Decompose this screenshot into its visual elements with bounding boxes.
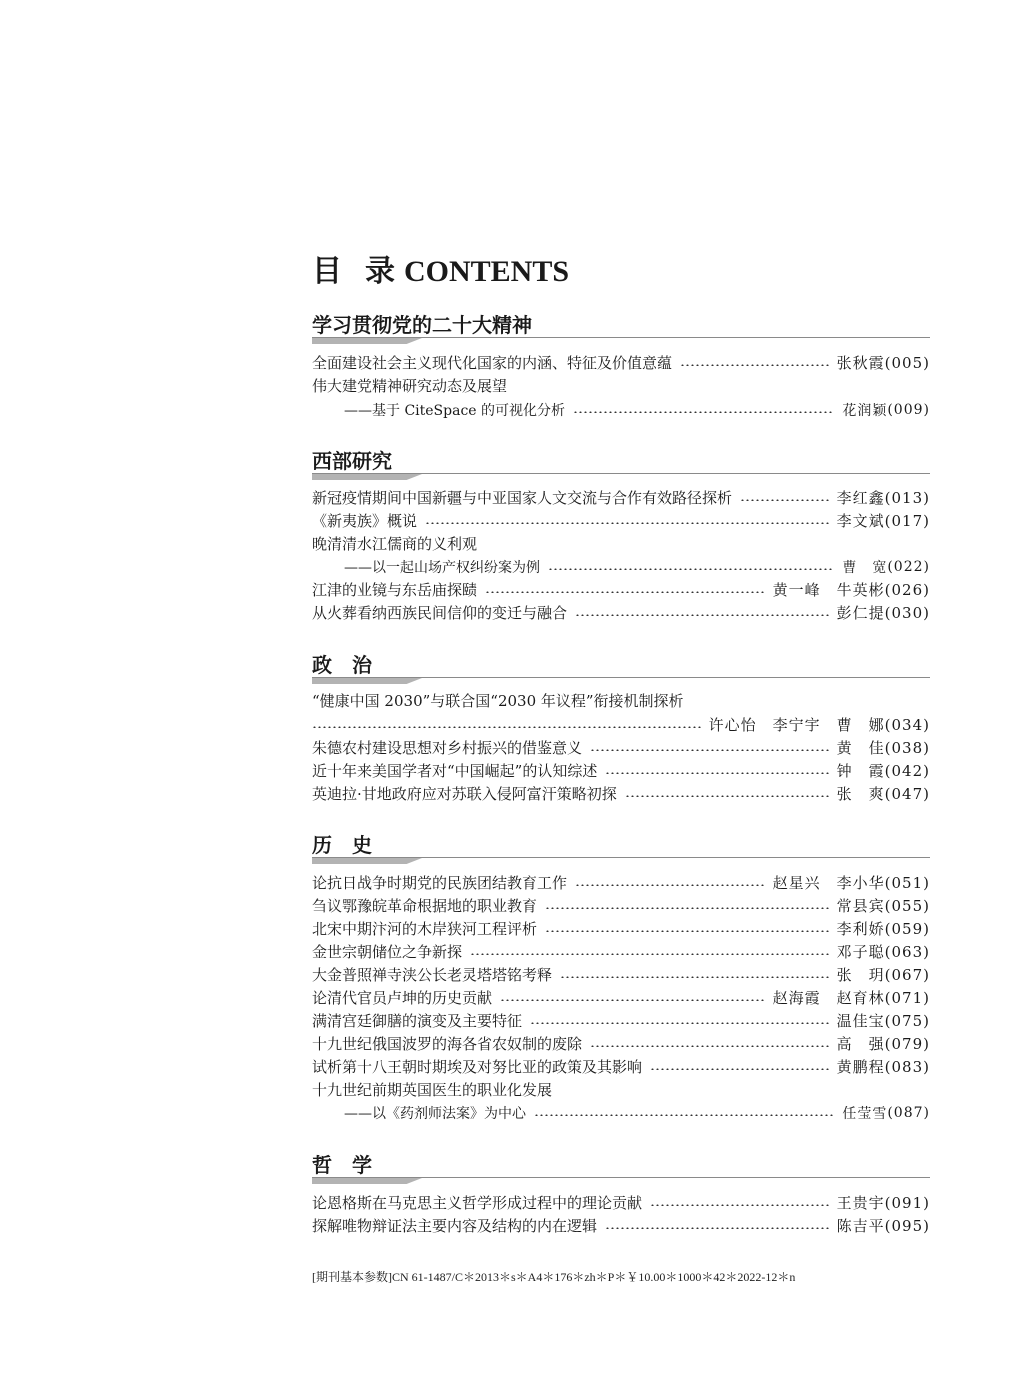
entry-author: 黄 佳 <box>836 739 885 757</box>
entry-title: 近十年来美国学者对“中国崛起”的认知综述 <box>312 762 598 780</box>
toc-entry[interactable] <box>312 894 930 917</box>
leader-dots <box>548 568 834 570</box>
section-heading: 哲 学 <box>312 1153 372 1177</box>
section-tab <box>312 678 422 684</box>
section-heading: 政 治 <box>312 653 372 677</box>
page-number: (071) <box>884 988 930 1007</box>
entry-title: 伟大建党精神研究动态及展望 <box>312 377 508 395</box>
leader-dots <box>740 499 829 501</box>
toc-entry[interactable] <box>312 1055 930 1078</box>
page-number: (009) <box>887 401 930 418</box>
page-number: (083) <box>884 1057 930 1076</box>
leader-dots <box>575 884 765 886</box>
leader-dots <box>530 1022 829 1024</box>
leader-dots <box>500 999 765 1001</box>
page-number: (026) <box>884 580 930 599</box>
page-number: (095) <box>884 1216 930 1235</box>
entry-title: 金世宗朝储位之争新探 <box>312 943 463 961</box>
page-number: (034) <box>884 715 930 734</box>
toc-entry[interactable] <box>344 398 930 421</box>
entry-author: 黄一峰 <box>772 581 821 599</box>
leader-dots <box>625 795 829 797</box>
entry-author: 任莹雪 <box>842 1105 888 1122</box>
entry-author: 李红鑫 <box>836 489 885 507</box>
page-number: (079) <box>884 1034 930 1053</box>
entry-title: 探解唯物辩证法主要内容及结构的内在逻辑 <box>312 1217 598 1235</box>
toc-entry[interactable] <box>312 759 930 782</box>
toc-entry[interactable] <box>312 486 930 509</box>
entry-author: 钟 霞 <box>836 762 885 780</box>
entry-title: 新冠疫情期间中国新疆与中亚国家人文交流与合作有效路径探析 <box>312 489 733 507</box>
entry-title: 英迪拉·甘地政府应对苏联入侵阿富汗策略初探 <box>312 785 617 803</box>
leader-dots <box>534 1114 834 1116</box>
toc-entry[interactable] <box>312 917 930 940</box>
toc-entry[interactable] <box>312 1191 930 1214</box>
section-tab <box>312 474 422 480</box>
page-number: (063) <box>884 942 930 961</box>
leader-dots <box>650 1068 829 1070</box>
toc-entry[interactable] <box>312 578 930 601</box>
section-tab <box>312 1178 422 1184</box>
page-number: (059) <box>884 919 930 938</box>
entry-subtitle: ——以一起山场产权纠纷案为例 <box>344 559 540 576</box>
entry-author: 赵育林 <box>836 989 885 1007</box>
entry-title: 十九世纪俄国波罗的海各省农奴制的废除 <box>312 1035 583 1053</box>
entry-author: 李文斌 <box>836 512 885 530</box>
page-number: (038) <box>884 738 930 757</box>
section-rule <box>312 1177 930 1178</box>
toc-entry[interactable] <box>312 986 930 1009</box>
leader-dots <box>605 1227 829 1229</box>
entry-title: 朱德农村建设思想对乡村振兴的借鉴意义 <box>312 739 583 757</box>
section-rule <box>312 857 930 858</box>
entry-author: 牛英彬 <box>836 581 885 599</box>
page-title <box>312 246 569 290</box>
entry-author: 张 玥 <box>836 966 885 984</box>
entry-title: 十九世纪前期英国医生的职业化发展 <box>312 1081 553 1099</box>
title-cn-1: 目 <box>312 254 343 289</box>
section-heading: 学习贯彻党的二十大精神 <box>312 313 532 337</box>
entry-title: 北宋中期汴河的木岸狭河工程评析 <box>312 920 538 938</box>
entry-author: 彭仁提 <box>836 604 885 622</box>
page-number: (087) <box>887 1104 930 1121</box>
page-number: (005) <box>884 353 930 372</box>
entry-author: 许心怡 <box>708 716 757 734</box>
section-heading: 西部研究 <box>312 449 392 473</box>
entry-author: 曹 娜 <box>836 716 885 734</box>
section-rule <box>312 677 930 678</box>
entry-author: 赵海霞 <box>772 989 821 1007</box>
section-heading: 历 史 <box>312 833 372 857</box>
page-number: (042) <box>884 761 930 780</box>
toc-entry-title-line <box>312 374 930 397</box>
toc-entry[interactable] <box>312 1009 930 1032</box>
section-tab <box>312 338 422 344</box>
entry-author: 张秋霞 <box>836 354 885 372</box>
journal-parameters: [期刊基本参数]CN 61-1487/C＊2013＊s＊A4＊176＊zh＊P＊￥10.00＊1000＊42＊2022-12＊n <box>312 1270 796 1284</box>
entry-title: 全面建设社会主义现代化国家的内涵、特征及价值意蕴 <box>312 354 673 372</box>
toc-entry[interactable] <box>312 940 930 963</box>
toc-entry[interactable] <box>312 736 930 759</box>
toc-entry[interactable] <box>312 782 930 805</box>
leader-dots <box>590 1045 829 1047</box>
entry-author: 李小华 <box>836 874 885 892</box>
entry-author: 常县宾 <box>836 897 885 915</box>
leader-dots <box>573 411 834 413</box>
leader-dots <box>470 953 829 955</box>
page-number: (051) <box>884 873 930 892</box>
toc-entry[interactable] <box>312 1032 930 1055</box>
entry-author: 王贵宇 <box>836 1194 885 1212</box>
entry-title: 从火葬看纳西族民间信仰的变迁与融合 <box>312 604 568 622</box>
page-number: (075) <box>884 1011 930 1030</box>
entry-subtitle: ——以《药剂师法案》为中心 <box>344 1105 526 1122</box>
entry-author: 李利娇 <box>836 920 885 938</box>
entry-author: 赵星兴 <box>772 874 821 892</box>
entry-author: 温佳宝 <box>836 1012 885 1030</box>
page-number: (022) <box>887 558 930 575</box>
leader-dots <box>425 522 829 524</box>
entry-title: 试析第十八王朝时期埃及对努比亚的政策及其影响 <box>312 1058 643 1076</box>
leader-dots <box>680 364 829 366</box>
section-rule <box>312 337 930 338</box>
entry-author: 陈吉平 <box>836 1217 885 1235</box>
leader-dots <box>590 749 829 751</box>
toc-entry-title-line <box>312 532 930 555</box>
entry-author: 邓子聪 <box>836 943 885 961</box>
entry-subtitle: ——基于 CiteSpace 的可视化分析 <box>344 402 566 419</box>
toc-entry[interactable] <box>312 1214 930 1237</box>
toc-entry[interactable] <box>344 1101 930 1124</box>
toc-entry-title-line <box>312 1078 930 1101</box>
section-tab <box>312 858 422 864</box>
entry-author: 曹 宽 <box>842 559 888 576</box>
entry-author: 黄鹏程 <box>836 1058 885 1076</box>
page-number: (030) <box>884 603 930 622</box>
entry-author: 花润颖 <box>842 402 888 419</box>
toc-entry[interactable] <box>312 963 930 986</box>
entry-author: 高 强 <box>836 1035 885 1053</box>
entry-title: 论清代官员卢坤的历史贡献 <box>312 989 493 1007</box>
leader-dots <box>312 726 701 728</box>
entry-title: 论抗日战争时期党的民族团结教育工作 <box>312 874 568 892</box>
page-number: (067) <box>884 965 930 984</box>
leader-dots <box>575 614 829 616</box>
page-number: (091) <box>884 1193 930 1212</box>
entry-author: 张 爽 <box>836 785 885 803</box>
entry-title: 大金普照禅寺浃公长老灵塔塔铭考释 <box>312 966 553 984</box>
title-en: CONTENTS <box>404 255 570 288</box>
page-number: (017) <box>884 511 930 530</box>
leader-dots <box>560 976 829 978</box>
toc-entry[interactable] <box>344 555 930 578</box>
entry-title: 晚清清水江儒商的义利观 <box>312 535 478 553</box>
leader-dots <box>485 591 765 593</box>
toc-entry[interactable] <box>312 601 930 624</box>
entry-author: 李宁宇 <box>772 716 821 734</box>
leader-dots <box>545 930 829 932</box>
toc-entry[interactable] <box>312 351 930 374</box>
title-cn-2: 录 <box>365 254 396 289</box>
toc-entry-title-line <box>312 689 930 712</box>
page-number: (055) <box>884 896 930 915</box>
entry-title: 论恩格斯在马克思主义哲学形成过程中的理论贡献 <box>312 1194 643 1212</box>
section-rule <box>312 473 930 474</box>
entry-title: 刍议鄂豫皖革命根据地的职业教育 <box>312 897 538 915</box>
page-number: (013) <box>884 488 930 507</box>
entry-title: “健康中国 2030”与联合国“2030 年议程”衔接机制探析 <box>312 692 684 710</box>
toc-entry[interactable] <box>312 509 930 532</box>
leader-dots <box>650 1204 829 1206</box>
toc-entry[interactable] <box>312 713 930 736</box>
entry-title: 满清宫廷御膳的演变及主要特征 <box>312 1012 523 1030</box>
toc-entry[interactable] <box>312 871 930 894</box>
entry-title: 江津的业镜与东岳庙探赜 <box>312 581 478 599</box>
leader-dots <box>545 907 829 909</box>
page-number: (047) <box>884 784 930 803</box>
entry-title: 《新夷族》概说 <box>312 512 418 530</box>
leader-dots <box>605 772 828 774</box>
